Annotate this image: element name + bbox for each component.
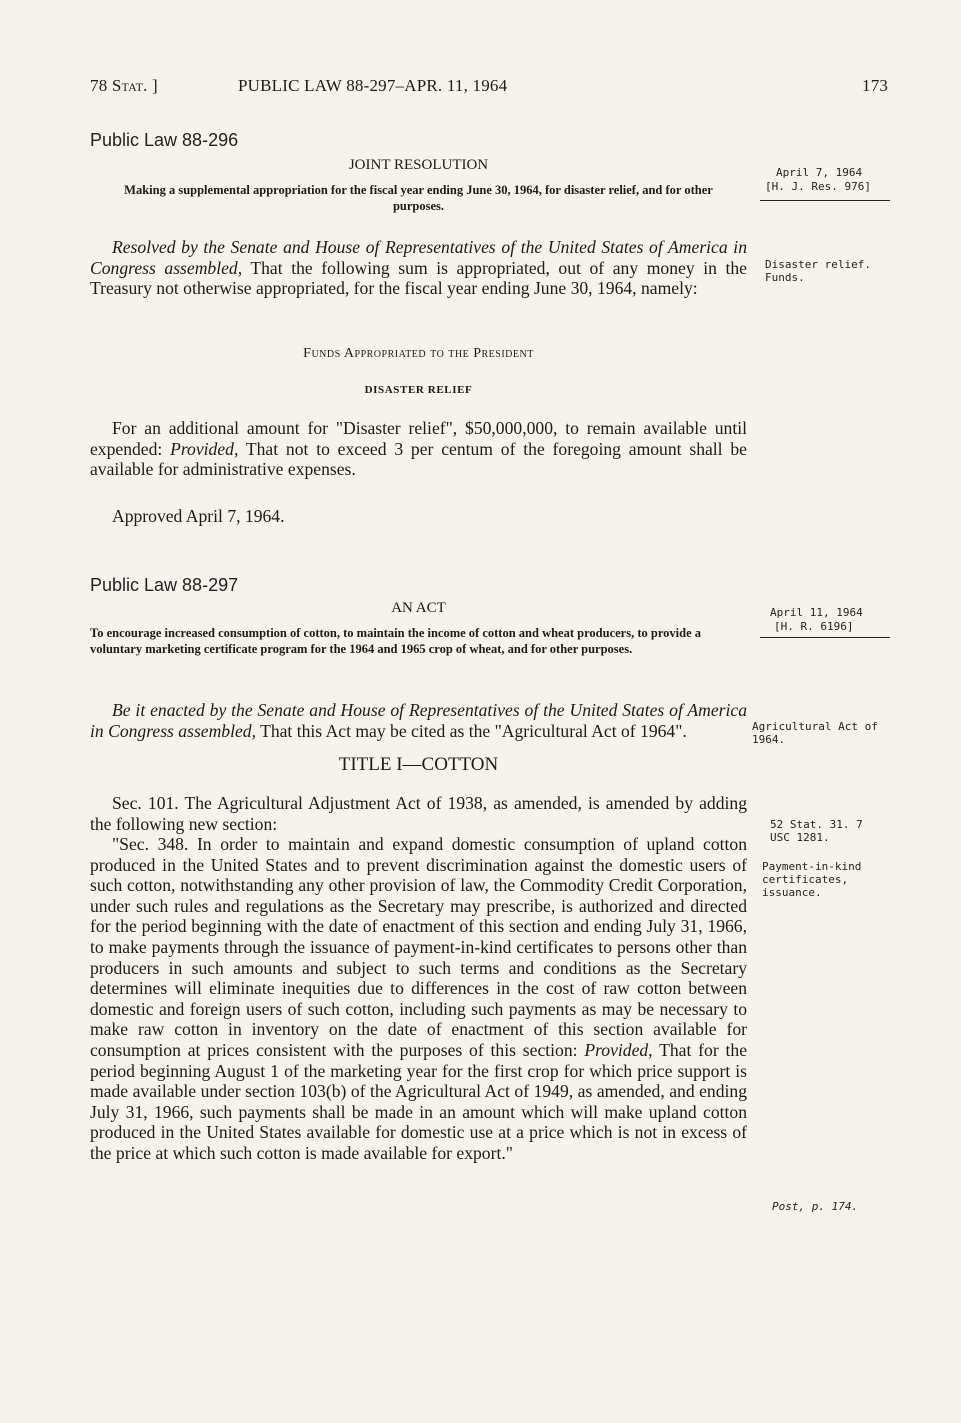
margin-note-date: April 7, 1964 xyxy=(776,166,863,179)
running-title: PUBLIC LAW 88-297–APR. 11, 1964 xyxy=(238,76,508,95)
law-type: JOINT RESOLUTION xyxy=(348,157,489,173)
page-number: 173 xyxy=(862,76,889,95)
margin-note-reference: [H. R. 6196] xyxy=(774,620,854,633)
stat-reference: 78 Stat. ] xyxy=(90,76,158,95)
law-type: AN ACT xyxy=(391,600,446,616)
appropriation-paragraph xyxy=(90,418,747,480)
para-end: That not to exceed 3 per centum of the foregoing amount shall be available for administrative expenses. xyxy=(90,438,747,479)
law-number: Public Law 88-296 xyxy=(90,130,239,150)
law-title: Making a supplemental appropriation for the fiscal year ending June 30, 1964, for disaster relief, and for other purposes. xyxy=(124,183,713,213)
enacting-clause xyxy=(90,700,747,741)
law-number: Public Law 88-297 xyxy=(90,575,239,595)
enacting-italic: Be it enacted by the Senate and House of Representatives of the United States of America in Congress assembled, xyxy=(90,700,747,741)
enacting-rest: That this Act may be cited as the "Agricultural Act of 1964". xyxy=(256,720,687,741)
margin-note-payment: Payment-in-kind certificates, issuance. xyxy=(762,860,862,899)
law-title: To encourage increased consumption of cotton, to maintain the income of cotton and wheat producers, to provide a voluntary marketing certificate program for the 1964 and 1965 crop of wheat, and for other purposes. xyxy=(90,626,701,656)
subheading: DISASTER RELIEF xyxy=(364,384,473,396)
margin-note-date: April 11, 1964 xyxy=(770,606,863,619)
section-101: Sec. 101. The Agricultural Adjustment Act of 1938, as amended, is amended by adding the following new section: xyxy=(90,793,747,834)
sec348-end: That for the period beginning August 1 of the marketing year for the first crop for which price support is made available under section 103(b) of the Agricultural Act of 1949, as amended, and ending July 31, 1966, such payments shall be made in an amount which will make upland cotton produced in the United States available for domestic use at a price which is not in excess of the price at which such cotton is made available for export." xyxy=(90,1039,747,1163)
approved-date: Approved April 7, 1964. xyxy=(112,506,285,526)
enacting-italic: Resolved by the Senate and House of Representatives of the United States of America in Congress assembled, xyxy=(90,237,747,278)
margin-divider xyxy=(760,200,890,201)
title-heading: TITLE I—COTTON xyxy=(338,754,499,775)
margin-note-disaster: Disaster relief. Funds. xyxy=(765,258,871,284)
sec348-start: "Sec. 348. In order to maintain and expand domestic consumption of upland cotton produced in the United States and to prevent discrimination against the domestic users of such cotton, notwithstanding any other provision of law, the Commodity Credit Corporation, under such rules and regulations as the Secretary may prescribe, is authorized and directed for the period beginning with the date of enactment of this section and ending July 31, 1966, to make payments through the issuance of payment-in-kind certificates to persons other than producers in such amounts and subject to such terms and conditions as the Secretary determines will eliminate inequities due to differences in the cost of raw cotton between domestic and foreign users of such cotton, including such payments as may be necessary to make raw cotton in inventory on the date of enactment of this section available for consumption at prices consistent with the purposes of this section: xyxy=(90,834,747,1060)
section-348 xyxy=(90,834,747,1164)
margin-divider xyxy=(760,637,890,638)
para-start: For an additional amount for "Disaster relief", $50,000,000, to remain available until expended: xyxy=(90,418,747,459)
margin-note-reference: [H. J. Res. 976] xyxy=(765,180,871,193)
para-italic: Provided, xyxy=(170,438,239,459)
margin-note-post: Post, p. 174. xyxy=(772,1200,859,1213)
sec348-italic: Provided, xyxy=(584,1039,653,1060)
margin-note-citation: 52 Stat. 31. 7 USC 1281. xyxy=(770,818,863,844)
section-heading: Funds Appropriated to the President xyxy=(303,346,534,361)
enacting-rest: That the following sum is appropriated, out of any money in the Treasury not otherwise appropriated, for the fiscal year ending June 30, 1964, namely: xyxy=(90,257,747,298)
enacting-clause xyxy=(90,237,747,299)
margin-note-short-title: Agricultural Act of 1964. xyxy=(752,720,878,746)
